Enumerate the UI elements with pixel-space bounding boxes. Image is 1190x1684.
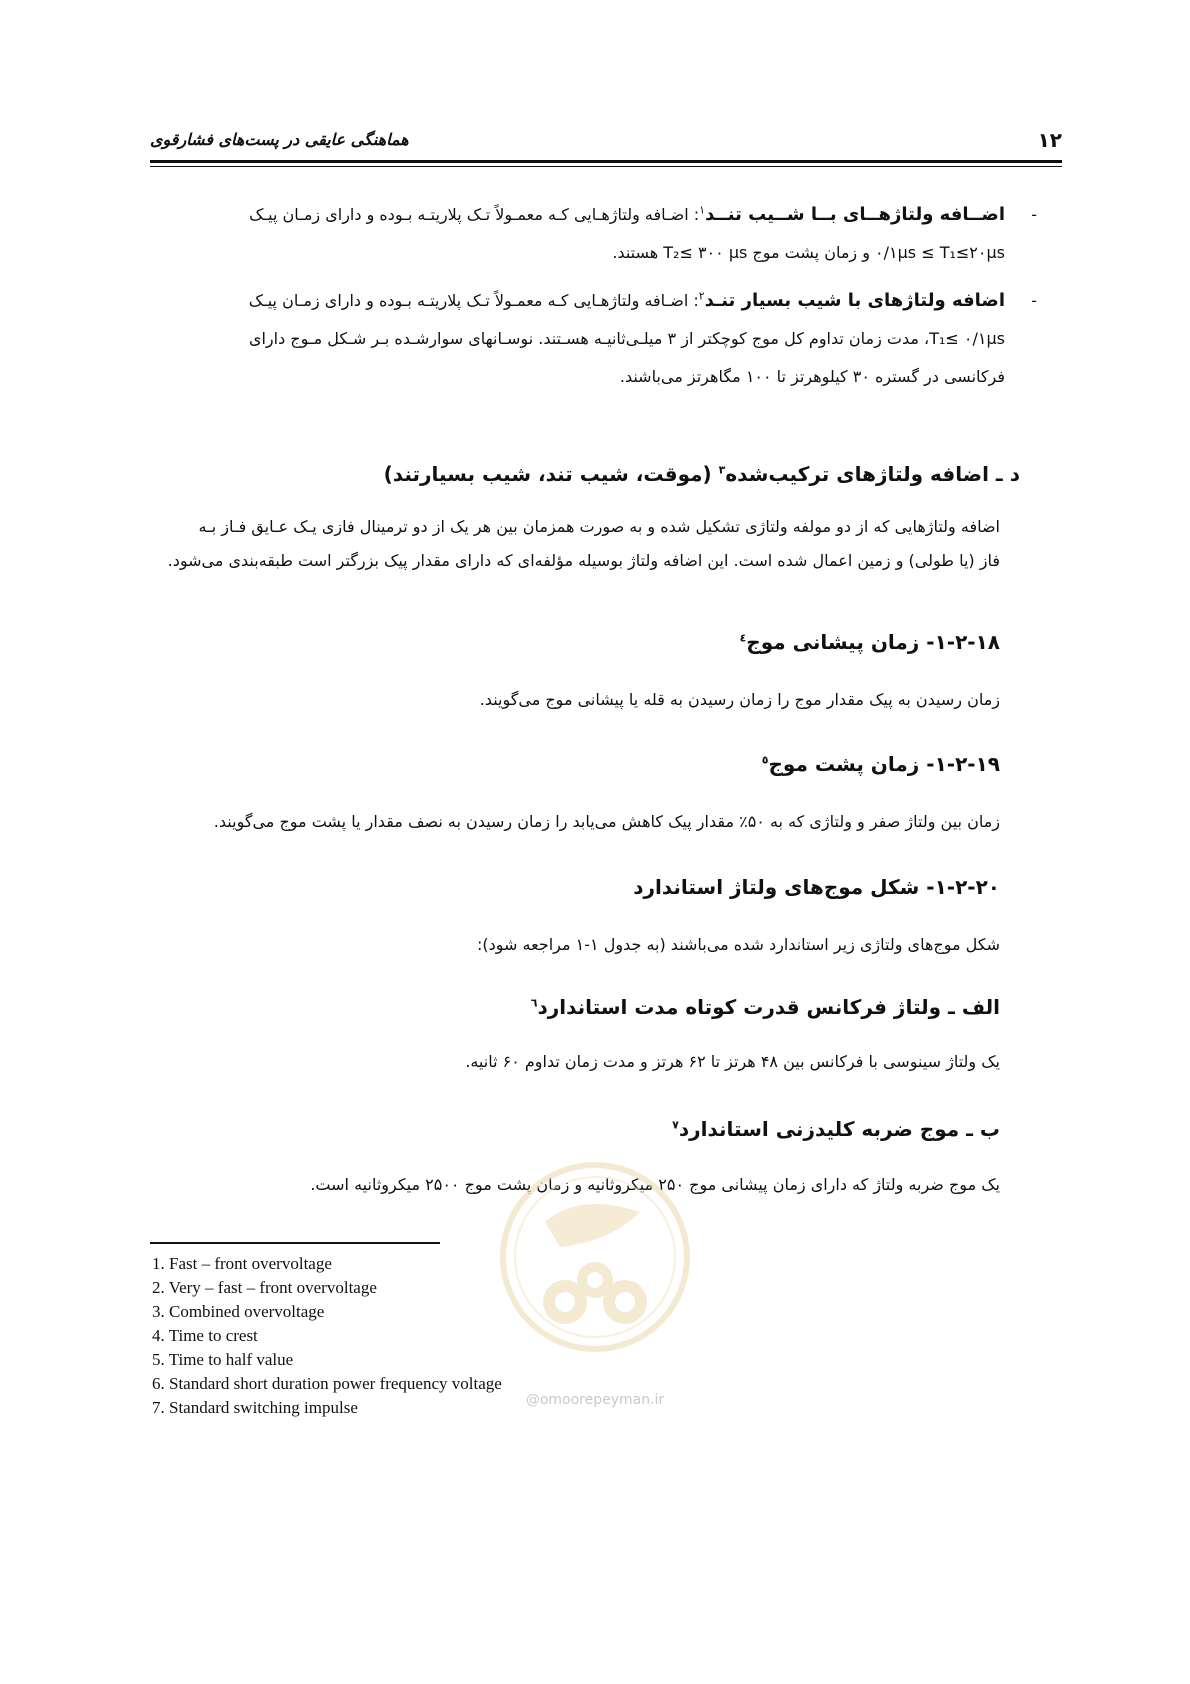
footnotes: [152, 1252, 502, 1420]
paragraph: [120, 510, 1000, 578]
footnote-ref: ۲: [698, 289, 705, 303]
header-rule: [150, 160, 1062, 163]
book-title: هماهنگی عایقی در پست‌های فشارقوی: [150, 130, 409, 149]
running-header: [150, 128, 1062, 158]
footnote: 3. Combined overvoltage: [152, 1302, 325, 1321]
bullet-item: [150, 196, 1037, 272]
bullet-dash: -: [1031, 291, 1037, 310]
bullet-line: فرکانسی در گستره ۳۰ کیلوهرتز تا ۱۰۰ مگاهرتز می‌باشند.: [619, 367, 1005, 386]
paragraph: یک موج ضربه ولتاژ که دارای زمان پیشانی موج ۲۵۰ میکروثانیه و زمان پشت موج ۲۵۰۰ میکروثانیه است.: [310, 1175, 1000, 1194]
paragraph-line: فاز (یا طولی) و زمین اعمال شده است. این اضافه ولتاژ بوسیله مؤلفه‌ای که دارای مقدار پیک بزرگتر است طبقه‌بندی می‌شود.: [167, 551, 1000, 570]
footnote-ref: ۱: [699, 203, 706, 217]
paragraph-line: اضافه ولتاژهایی که از دو مولفه ولتاژی تشکیل شده و به صورت همزمان بین هر یک از دو ترمینال فازی یـک عـایق فـاز بـه: [198, 517, 1000, 536]
watermark-logo: [490, 1152, 700, 1382]
header-rule-thin: [150, 166, 1062, 167]
footnote: 1. Fast – front overvoltage: [152, 1254, 332, 1273]
bullet-lead: اضافه ولتاژهای با شیب بسیار تنـد: [704, 290, 1005, 311]
footnote-rule: [150, 1242, 440, 1244]
section-heading: ب ـ موج ضربه کلیدزنی استاندارد$^۷$: [672, 1117, 1000, 1141]
bullet-line: ۰/۱μs ≤ T₁≤۲۰μs و زمان پشت موج T₂≤ ۳۰۰ μs هستند.: [612, 243, 1005, 262]
bullet-text: : اضـافه ولتاژهـایی کـه معمـولاً تـک پلاریتـه بـوده و دارای زمـان پیـک: [249, 205, 700, 224]
bullet-line: [150, 282, 1005, 320]
footnote-ref: ٥: [761, 753, 769, 767]
paragraph: زمان رسیدن به پیک مقدار موج را زمان رسیدن به قله یا پیشانی موج می‌گویند.: [479, 690, 1000, 709]
paragraph: شکل موج‌های ولتاژی زیر استاندارد شده می‌باشند (به جدول ۱-۱ مراجعه شود):: [477, 935, 1000, 954]
section-heading: ۱-۲-۲۰- شکل موج‌های ولتاژ استاندارد: [633, 875, 1000, 899]
bullet-item: [150, 282, 1037, 396]
bullet-line: [150, 196, 1005, 234]
footnote-ref: ٦: [530, 996, 538, 1010]
watermark-url: @omoorepeyman.ir: [525, 1392, 665, 1408]
footnote: 4. Time to crest: [152, 1326, 258, 1345]
footnote-ref: ۷: [672, 1118, 679, 1132]
section-heading: ۱-۲-۱۹- زمان پشت موج$^٥$: [761, 752, 1000, 776]
paragraph: زمان بین ولتاژ صفر و ولتاژی که به ۵۰٪ مقدار پیک کاهش می‌یابد را زمان رسیدن به نصف مقدار یا پشت موج می‌گویند.: [213, 812, 1000, 831]
section-heading: د ـ اضافه ولتاژهای ترکیب‌شده$^۳$ (موقت، شیب تند، شیب بسیارتند): [383, 462, 1020, 486]
page-number: ۱۲: [1037, 128, 1062, 152]
section-heading: الف ـ ولتاژ فرکانس قدرت کوتاه مدت استاندارد$^٦$: [530, 995, 1000, 1019]
bullet-dash: -: [1031, 205, 1037, 224]
bullet-text: : اضـافه ولتاژهـایی کـه معمـولاً تـک پلاریتـه بـوده و دارای زمـان پیـک: [248, 291, 699, 310]
bullet-line: T₁≤ ۰/۱μs، مدت زمان تداوم کل موج کوچکتر از ۳ میلـی‌ثانیـه هسـتند. نوسـانهای سوارشـده بـر شـکل مـوج دارای: [248, 329, 1005, 348]
footnote: 6. Standard short duration power frequency voltage: [152, 1374, 502, 1393]
footnote: 5. Time to half value: [152, 1350, 294, 1369]
footnote: 2. Very – fast – front overvoltage: [152, 1278, 377, 1297]
bullet-lead: اضــافه ولتاژهــای بــا شــیب تنــد: [705, 204, 1005, 225]
paragraph: یک ولتاژ سینوسی با فرکانس بین ۴۸ هرتز تا ۶۲ هرتز و مدت زمان تداوم ۶۰ ثانیه.: [465, 1052, 1000, 1071]
footnote: 7. Standard switching impulse: [152, 1398, 358, 1417]
footnote-ref: ٤: [739, 631, 747, 645]
section-heading: ۱-۲-۱۸- زمان پیشانی موج$^٤$: [739, 630, 1000, 654]
footnote-ref: ۳: [718, 463, 726, 477]
